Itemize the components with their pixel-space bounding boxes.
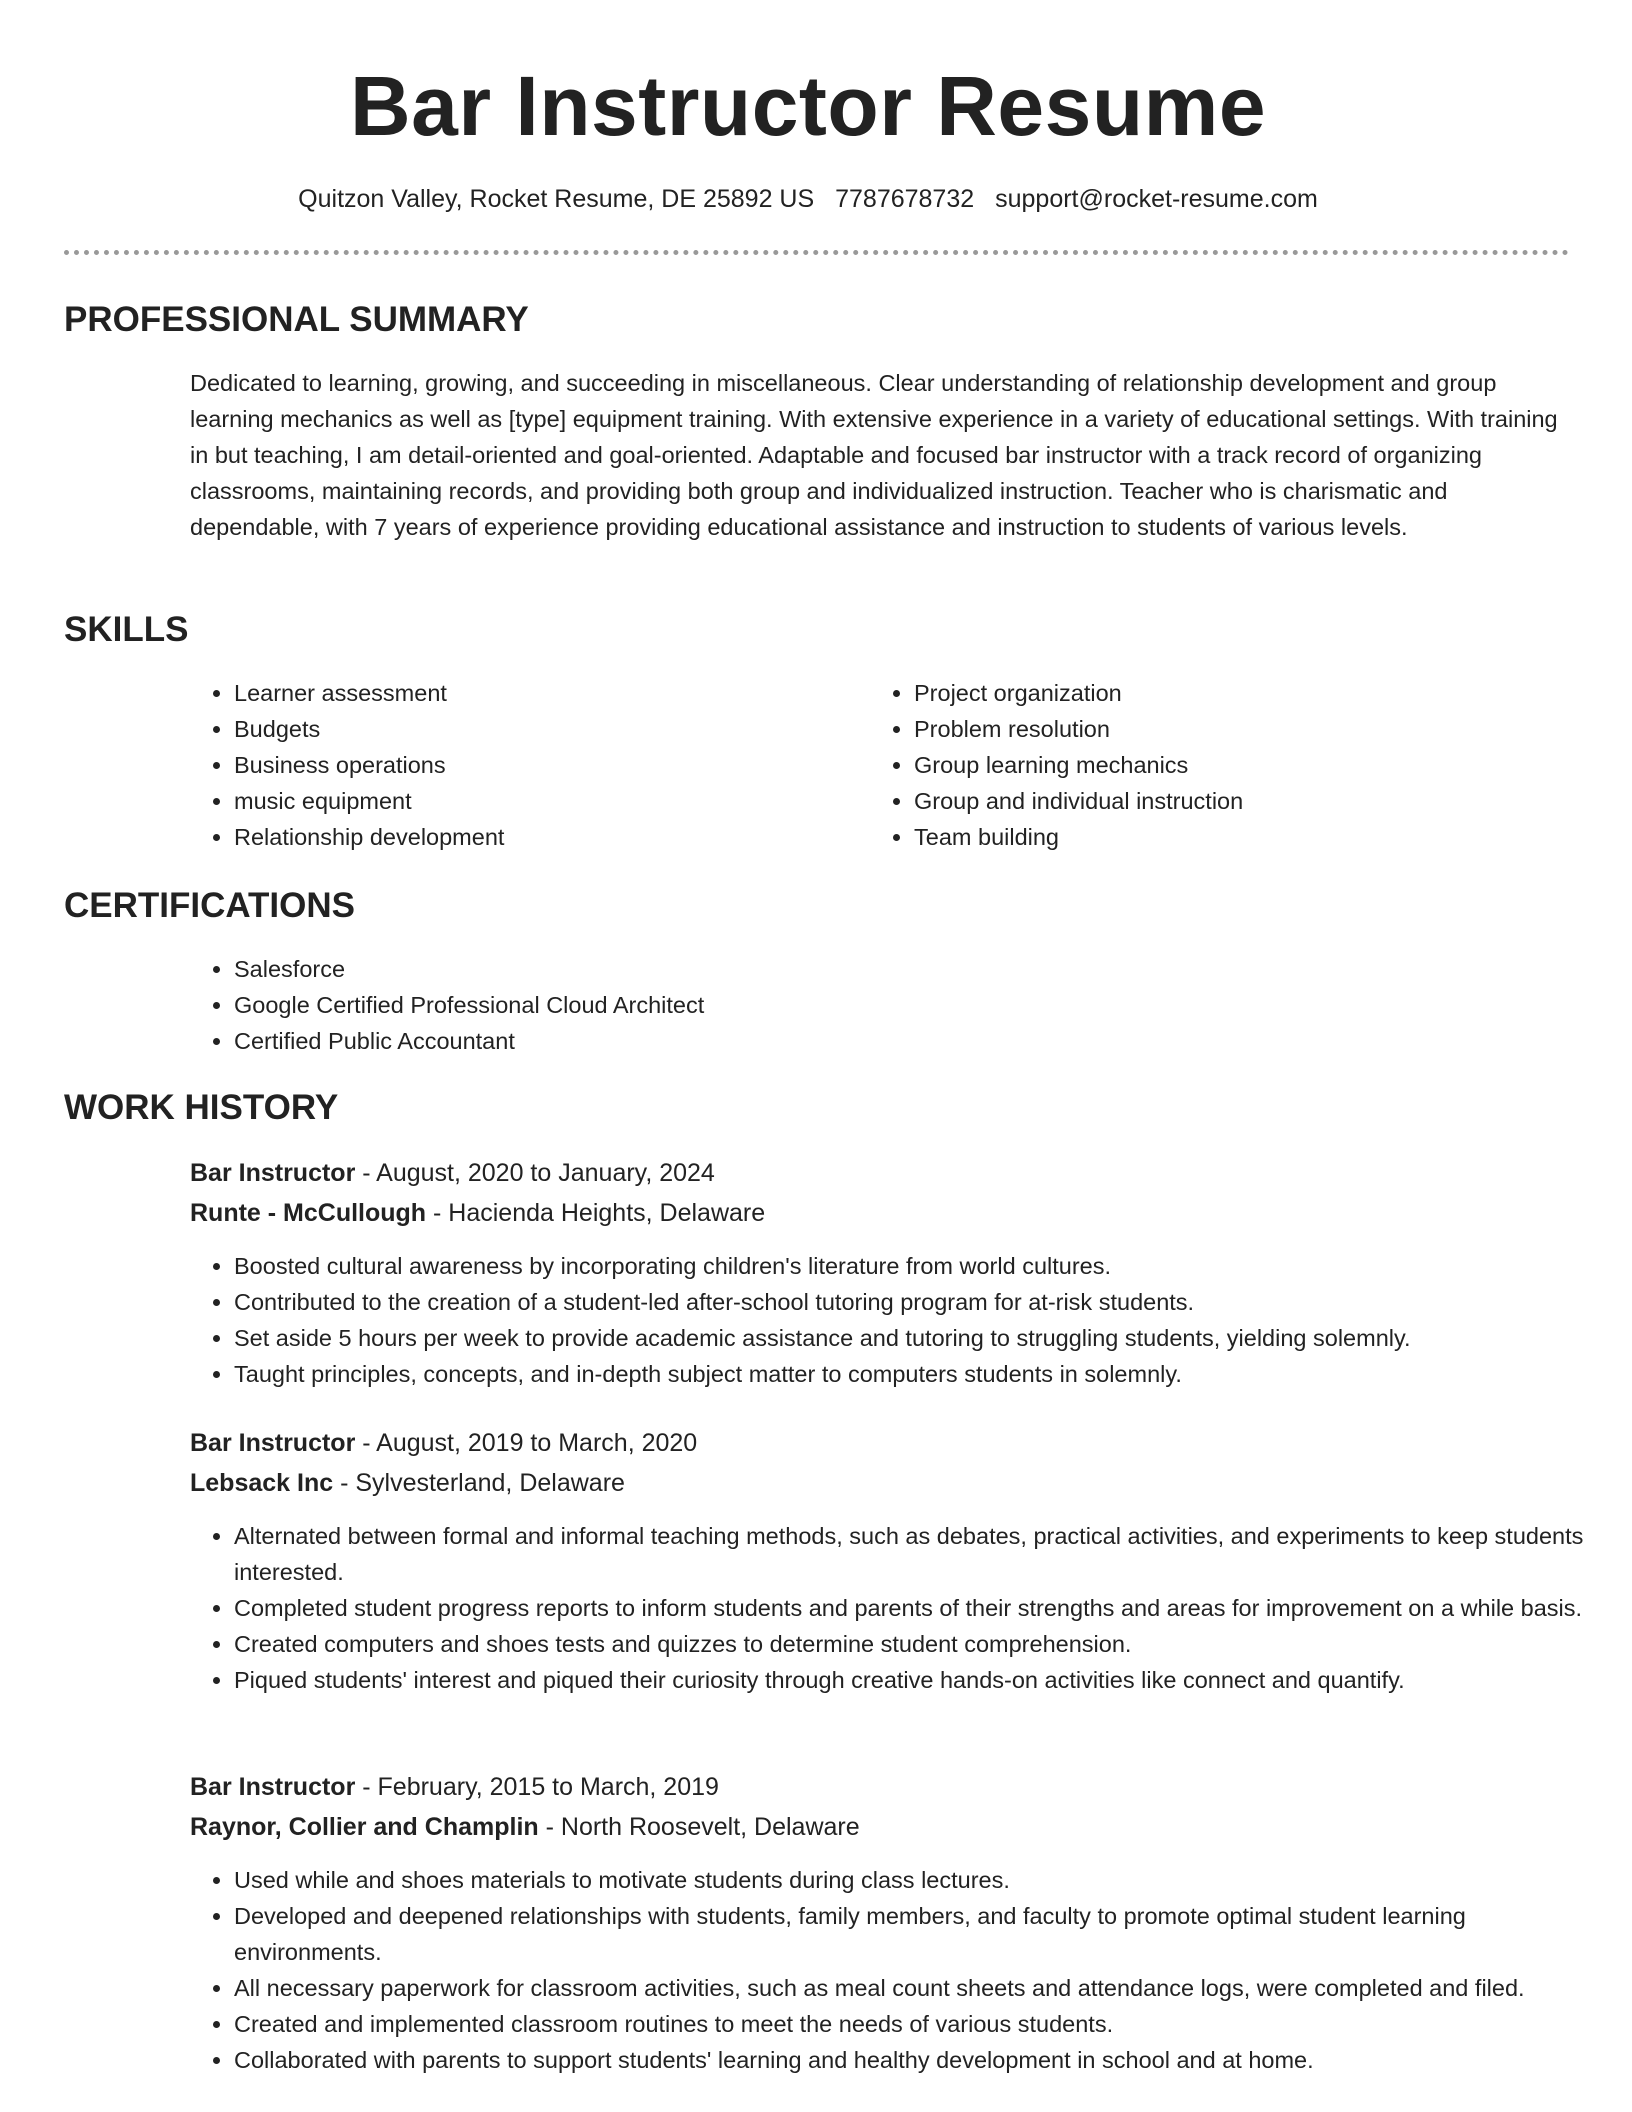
job-dates: - August, 2020 to January, 2024 <box>355 1159 715 1187</box>
job-role-line <box>190 1423 697 1463</box>
job-bullets <box>190 1248 1614 1392</box>
job-bullet: • Piqued students' interest and piqued their curiosity through creative hands-on activities like connect and quantify. <box>234 1662 1614 1698</box>
skill-item: • Project organization <box>914 675 1564 711</box>
job-role: Bar Instructor <box>190 1159 356 1187</box>
job-bullet: • Boosted cultural awareness by incorporating children's literature from world cultures. <box>234 1248 1614 1284</box>
job-bullet: • Taught principles, concepts, and in-depth subject matter to computers students in solemnly. <box>234 1356 1614 1392</box>
certification-item: • Certified Public Accountant <box>234 1023 1534 1059</box>
skill-item: • Learner assessment <box>234 675 834 711</box>
skill-item: • Group learning mechanics <box>914 747 1564 783</box>
skills-list-left <box>190 675 834 855</box>
certifications-list <box>190 951 1534 1059</box>
job-company-line <box>190 1193 765 1233</box>
contact-line <box>0 181 1616 217</box>
job-role-line <box>190 1153 715 1193</box>
contact-address: Quitzon Valley, Rocket Resume, DE 25892 US <box>298 185 815 213</box>
contact-email: support@rocket-resume.com <box>995 185 1318 213</box>
job-bullet: • Completed student progress reports to inform students and parents of their strengths and areas for improvement on a while basis. <box>234 1590 1614 1626</box>
skill-item: • music equipment <box>234 783 834 819</box>
job-role: Bar Instructor <box>190 1773 356 1801</box>
job-role: Bar Instructor <box>190 1429 356 1457</box>
job-company: Lebsack Inc <box>190 1469 334 1497</box>
summary-text: Dedicated to learning, growing, and succeeding in miscellaneous. Clear understanding of relationship development and group learning mechanics as well as [type] equipment training. With extensive experience in a variety of educational settings. With training in but teaching, I am detail-oriented and goal-oriented. Adaptable and focused bar instructor with a track record of organizing classrooms, maintaining records, and providing both group and individualized instruction. Teacher who is charismatic and dependable, with 7 years of experience providing educational assistance and instruction to students of various levels. <box>190 370 1558 540</box>
section-title-skills: SKILLS <box>64 610 189 649</box>
job-location: - Hacienda Heights, Delaware <box>426 1199 766 1227</box>
job-bullet: • Set aside 5 hours per week to provide academic assistance and tutoring to struggling students, yielding solemnly. <box>234 1320 1614 1356</box>
skill-item: • Problem resolution <box>914 711 1564 747</box>
job-bullet: • Collaborated with parents to support students' learning and healthy development in school and at home. <box>234 2042 1614 2078</box>
contact-phone: 7787678732 <box>835 185 975 213</box>
job-dates: - February, 2015 to March, 2019 <box>355 1773 719 1801</box>
section-title-certifications: CERTIFICATIONS <box>64 886 356 925</box>
skill-item: • Group and individual instruction <box>914 783 1564 819</box>
certification-item: • Salesforce <box>234 951 1534 987</box>
job-dates: - August, 2019 to March, 2020 <box>355 1429 698 1457</box>
skill-item: • Business operations <box>234 747 834 783</box>
resume-title: Bar Instructor Resume <box>349 59 1267 153</box>
certification-item: • Google Certified Professional Cloud Architect <box>234 987 1534 1023</box>
skills-list-right <box>870 675 1564 855</box>
job-company-line <box>190 1463 625 1503</box>
skill-item: • Team building <box>914 819 1564 855</box>
job-bullet: • Alternated between formal and informal teaching methods, such as debates, practical activities, and experiments to keep students interested. <box>234 1518 1614 1590</box>
job-bullet: • Created and implemented classroom routines to meet the needs of various students. <box>234 2006 1614 2042</box>
job-bullet: • Created computers and shoes tests and quizzes to determine student comprehension. <box>234 1626 1614 1662</box>
job-role-line <box>190 1767 719 1807</box>
skill-item: • Budgets <box>234 711 834 747</box>
job-company: Runte - McCullough <box>190 1199 427 1227</box>
header-divider <box>64 250 1569 255</box>
job-bullets <box>190 1862 1614 2078</box>
job-location: - Sylvesterland, Delaware <box>333 1469 625 1497</box>
skill-item: • Relationship development <box>234 819 834 855</box>
job-bullet: • Used while and shoes materials to motivate students during class lectures. <box>234 1862 1614 1898</box>
job-company-line <box>190 1807 860 1847</box>
job-bullet: • Developed and deepened relationships with students, family members, and faculty to promote optimal student learning environments. <box>234 1898 1614 1970</box>
job-bullets <box>190 1518 1614 1698</box>
job-bullet: • All necessary paperwork for classroom activities, such as meal count sheets and attendance logs, were completed and filed. <box>234 1970 1614 2006</box>
section-title-work-history: WORK HISTORY <box>64 1088 339 1127</box>
job-location: - North Roosevelt, Delaware <box>538 1813 860 1841</box>
job-bullet: • Contributed to the creation of a student-led after-school tutoring program for at-risk students. <box>234 1284 1614 1320</box>
section-title-summary: PROFESSIONAL SUMMARY <box>64 300 529 339</box>
job-company: Raynor, Collier and Champlin <box>190 1813 539 1841</box>
